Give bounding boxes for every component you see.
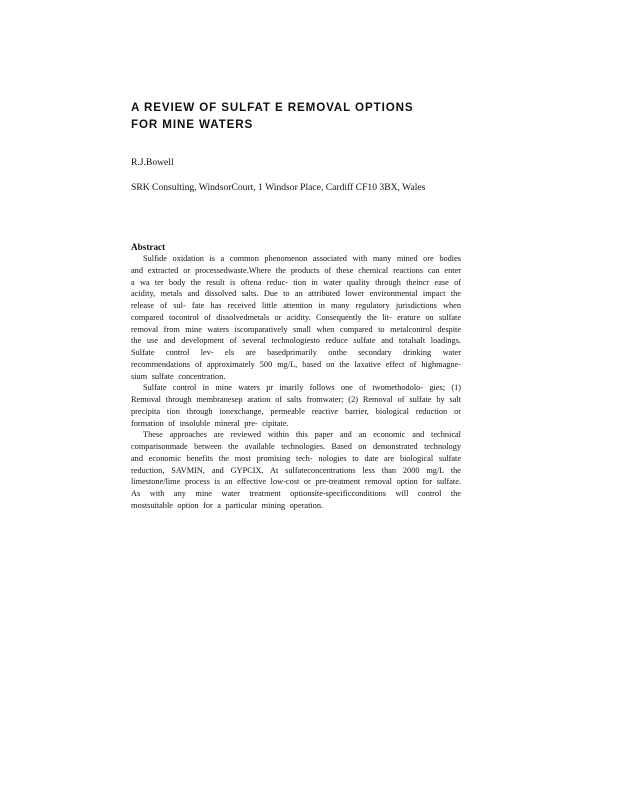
- author-affiliation: SRK Consulting, WindsorCourt, 1 Windsor Place, Cardiff CF10 3BX, Wales: [131, 182, 426, 193]
- abstract-paragraph: Sulfide oxidation is a common phenomenon associated with many mined ore bodies and extracted or processedwaste.Where the products of these chemical reactions can enter a wa ter body the result is oftena reduc- tion in water quality through theincr ease of acidity, metals and dissolved salts. Due to an attributed lower environmental impact the release of sul- fate has received little attention in many regulatory jurisdictions when compared tocontrol of dissolvedmetals or acidity. Consequently the lit- erature on sulfate removal from mine waters iscomparatively small when compared to metalcontrol despite the use and development of several technologiesto reduce sulfate and totalsalt loadings. Sulfate control lev- els are basedprimarily onthe secondary drinking water recommendations of approximately 500 mg/L, based on the laxative effect of highmagne- sium sulfate concentration.: [131, 254, 461, 381]
- paper-title: A REVIEW OF SULFAT E REMOVAL OPTIONS FOR MINE WATERS: [131, 101, 414, 131]
- author-name: R.J.Bowell: [131, 157, 174, 168]
- abstract-section: [131, 242, 461, 512]
- abstract-paragraph: These approaches are reviewed within this paper and an economic and technical comparisonmade between the available technologies. Based on demonstrated technology and economic benefits the most promising tech- nologies to date are biological sulfate reduction, SAVMIN, and GYPCIX. At sulfateconcentrations less than 2000 mg/L the limestone/lime process is an effective low-cost or pre-treatment removal option for sulfate. As with any mine water treatment optionsite-specificconditions will control the mostsuitable option for a particular mining operation.: [131, 430, 461, 510]
- abstract-heading: Abstract: [131, 242, 166, 252]
- abstract-paragraph: Sulfate control in mine waters pr imarily follows one of twomethodolo- gies; (1) Removal through membranesep aration of salts fromwater; (2) Removal of sulfate by salt precipita tion through ionexchange, permeable reactive barrier, biological reduction or formation of insoluble mineral pre- cipitate.: [131, 383, 461, 428]
